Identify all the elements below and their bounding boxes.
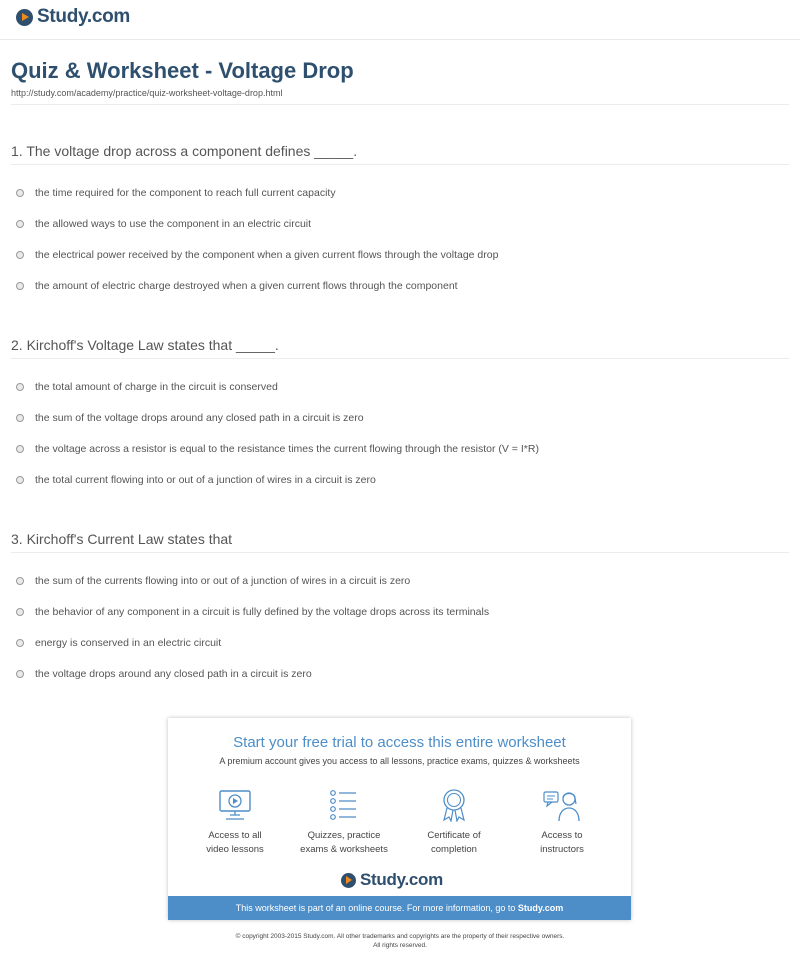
question-1	[11, 143, 789, 301]
question-2	[11, 337, 789, 495]
answer-option[interactable]	[11, 177, 789, 208]
feature-label	[404, 829, 504, 857]
feature-label-line: exams & worksheets	[300, 844, 388, 855]
answer-option[interactable]	[11, 658, 789, 689]
page-title: Quiz & Worksheet - Voltage Drop	[11, 58, 354, 83]
answer-label: the total current flowing into or out of a junction of wires in a circuit is zero	[35, 473, 376, 486]
answer-option[interactable]	[11, 596, 789, 627]
promo-study-logo[interactable]	[341, 870, 443, 890]
feature-label-line: Access to all	[208, 830, 262, 841]
radio-button[interactable]	[16, 577, 24, 585]
radio-button[interactable]	[16, 189, 24, 197]
answer-options	[11, 371, 789, 495]
question-text: 1. The voltage drop across a component defines _____.	[11, 143, 789, 165]
radio-button[interactable]	[16, 608, 24, 616]
answer-label: the electrical power received by the component when a given current flows through the voltage drop	[35, 248, 499, 261]
answer-options	[11, 177, 789, 301]
copyright-line: All rights reserved.	[373, 942, 427, 949]
answer-option[interactable]	[11, 239, 789, 270]
question-3	[11, 531, 789, 689]
answer-option[interactable]	[11, 402, 789, 433]
radio-button[interactable]	[16, 639, 24, 647]
copyright-line: © copyright 2003-2015 Study.com. All other trademarks and copyrights are the property of their respective owners.	[235, 933, 565, 940]
radio-button[interactable]	[16, 383, 24, 391]
answer-label: the behavior of any component in a circuit is fully defined by the voltage drops across its terminals	[35, 605, 490, 618]
radio-button[interactable]	[16, 670, 24, 678]
promo-footer-link[interactable]: Study.com	[517, 903, 564, 913]
logo-text: Study.com	[37, 6, 131, 27]
radio-button[interactable]	[16, 282, 24, 290]
answer-option[interactable]	[11, 433, 789, 464]
feature-instructors	[512, 788, 612, 857]
radio-button[interactable]	[16, 220, 24, 228]
page-url: http://study.com/academy/practice/quiz-worksheet-voltage-drop.html	[11, 88, 283, 98]
feature-label-line: Access to	[541, 830, 583, 841]
study-logo[interactable]	[16, 6, 130, 28]
answer-option[interactable]	[11, 627, 789, 658]
radio-button[interactable]	[16, 445, 24, 453]
feature-label-line: Certificate of	[427, 830, 481, 841]
answer-option[interactable]	[11, 371, 789, 402]
feature-label-line: completion	[431, 844, 477, 855]
answer-options	[11, 565, 789, 689]
radio-button[interactable]	[16, 476, 24, 484]
promo-footer-text: This worksheet is part of an online course. For more information, go to	[235, 903, 516, 913]
promo-title[interactable]: Start your free trial to access this entire worksheet	[233, 734, 566, 751]
feature-label	[185, 829, 285, 857]
feature-label-line: video lessons	[206, 844, 264, 855]
answer-option[interactable]	[11, 565, 789, 596]
copyright-notice	[0, 932, 800, 950]
question-text: 2. Kirchoff's Voltage Law states that _____.	[11, 337, 789, 359]
answer-option[interactable]	[11, 270, 789, 301]
answer-label: the amount of electric charge destroyed when a given current flows through the component	[35, 279, 458, 292]
answer-label: the voltage drops around any closed path in a circuit is zero	[35, 667, 312, 680]
top-bar	[0, 0, 800, 40]
radio-button[interactable]	[16, 251, 24, 259]
quiz-list-icon	[326, 788, 362, 822]
answer-label: the sum of the currents flowing into or out of a junction of wires in a circuit is zero	[35, 574, 411, 587]
promo-subtitle: A premium account gives you access to all lessons, practice exams, quizzes & worksheets	[219, 756, 580, 766]
answer-label: the allowed ways to use the component in an electric circuit	[35, 217, 312, 230]
answer-label: the sum of the voltage drops around any closed path in a circuit is zero	[35, 411, 364, 424]
feature-label-line: instructors	[540, 844, 584, 855]
promo-footer	[168, 896, 631, 920]
feature-video-lessons	[185, 788, 285, 857]
answer-option[interactable]	[11, 464, 789, 495]
radio-button[interactable]	[16, 414, 24, 422]
play-logo-icon	[16, 9, 33, 26]
free-trial-promo	[168, 718, 631, 920]
divider	[11, 104, 789, 105]
answer-label: the voltage across a resistor is equal to the resistance times the current flowing through the resistor (V = I*R)	[35, 442, 539, 455]
feature-label-line: Quizzes, practice	[307, 830, 381, 841]
answer-option[interactable]	[11, 208, 789, 239]
feature-label	[512, 829, 612, 857]
play-logo-icon	[341, 873, 356, 888]
instructor-icon	[542, 788, 582, 822]
answer-label: the time required for the component to reach full current capacity	[35, 186, 336, 199]
video-lesson-icon	[217, 788, 253, 822]
certificate-icon	[436, 788, 472, 822]
answer-label: energy is conserved in an electric circuit	[35, 636, 222, 649]
feature-label	[294, 829, 394, 857]
logo-text: Study.com	[360, 870, 443, 889]
feature-quizzes	[294, 788, 394, 857]
question-text: 3. Kirchoff's Current Law states that	[11, 531, 789, 553]
feature-certificate	[404, 788, 504, 857]
answer-label: the total amount of charge in the circuit is conserved	[35, 380, 278, 393]
